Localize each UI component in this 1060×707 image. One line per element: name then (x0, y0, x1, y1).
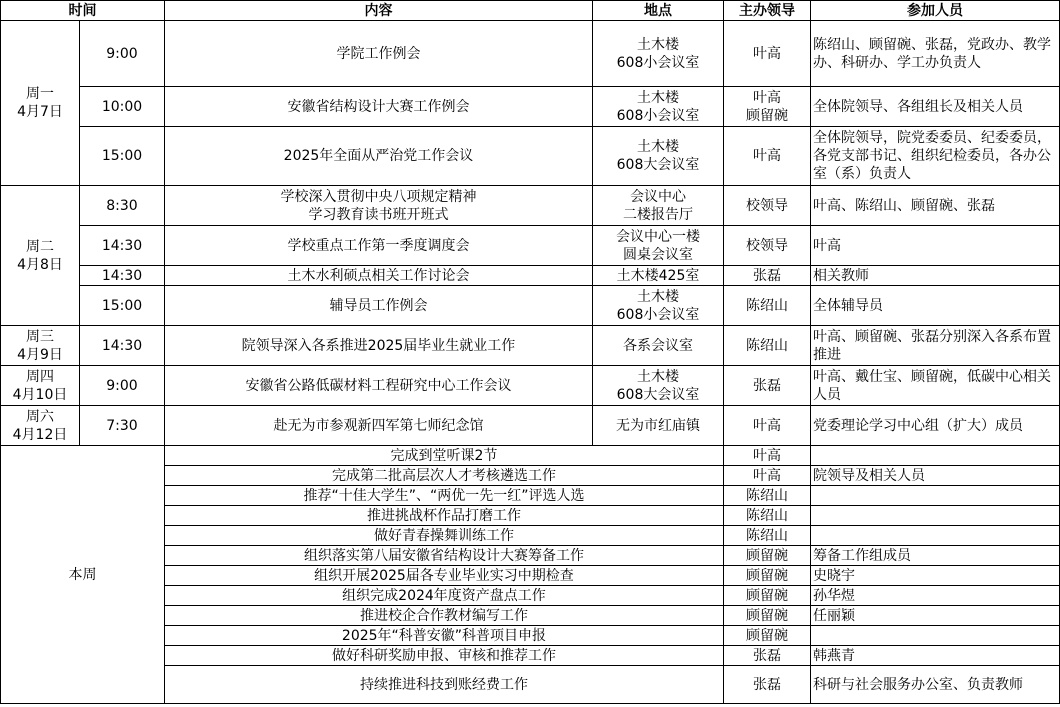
event-attendees: 全体辅导员 (811, 286, 1060, 326)
day-label: 周二 4月8日 (1, 186, 80, 326)
event-leader: 陈绍山 (724, 326, 811, 366)
event-time: 7:30 (80, 406, 165, 446)
header-time: 时间 (1, 1, 165, 21)
task-content: 完成到堂听课2节 (165, 446, 724, 466)
task-leader: 顾留碗 (724, 546, 811, 566)
event-content: 土木水利硕点相关工作讨论会 (165, 266, 593, 286)
task-content: 做好科研奖励申报、审核和推荐工作 (165, 646, 724, 666)
task-content: 组织开展2025届各专业毕业实习中期检查 (165, 566, 724, 586)
event-content: 2025年全面从严治党工作会议 (165, 127, 593, 186)
task-attendees: 任丽颖 (811, 606, 1060, 626)
event-attendees: 全体院领导，院党委委员、纪委委员，各党支部书记、组织纪检委员，各办公室（系）负责人 (811, 127, 1060, 186)
day-label: 周四 4月10日 (1, 366, 80, 406)
task-attendees (811, 626, 1060, 646)
task-attendees (811, 506, 1060, 526)
task-content: 推进校企合作教材编写工作 (165, 606, 724, 626)
event-content: 学校重点工作第一季度调度会 (165, 226, 593, 266)
task-leader: 张磊 (724, 666, 811, 704)
task-leader: 叶高 (724, 466, 811, 486)
event-attendees: 叶高、顾留碗、张磊分别深入各系布置推进 (811, 326, 1060, 366)
task-content: 做好青春操舞训练工作 (165, 526, 724, 546)
table-row (1, 446, 1060, 466)
task-content: 推进挑战杯作品打磨工作 (165, 506, 724, 526)
table-row (1, 266, 1060, 286)
task-attendees (811, 526, 1060, 546)
task-leader: 顾留碗 (724, 626, 811, 646)
table-row (1, 226, 1060, 266)
event-attendees: 叶高 (811, 226, 1060, 266)
event-content: 院领导深入各系推进2025届毕业生就业工作 (165, 326, 593, 366)
event-location: 土木楼 608大会议室 (593, 127, 724, 186)
task-attendees: 科研与社会服务办公室、负责教师 (811, 666, 1060, 704)
event-content: 安徽省结构设计大赛工作例会 (165, 87, 593, 127)
event-location: 土木楼425室 (593, 266, 724, 286)
event-content: 赴无为市参观新四军第七师纪念馆 (165, 406, 593, 446)
event-content: 安徽省公路低碳材料工程研究中心工作会议 (165, 366, 593, 406)
week-label: 本周 (1, 446, 165, 704)
day-label: 周三 4月9日 (1, 326, 80, 366)
header-attendees: 参加人员 (811, 1, 1060, 21)
task-content: 2025年“科普安徽”科普项目申报 (165, 626, 724, 646)
table-row (1, 87, 1060, 127)
task-content: 推荐“十佳大学生”、“两优一先一红”评选人选 (165, 486, 724, 506)
event-location: 会议中心 二楼报告厅 (593, 186, 724, 226)
task-leader: 顾留碗 (724, 606, 811, 626)
task-leader: 张磊 (724, 646, 811, 666)
task-leader: 顾留碗 (724, 566, 811, 586)
task-content: 组织落实第八届安徽省结构设计大赛筹备工作 (165, 546, 724, 566)
event-attendees: 相关教师 (811, 266, 1060, 286)
event-attendees: 叶高、陈绍山、顾留碗、张磊 (811, 186, 1060, 226)
event-leader: 叶高 (724, 127, 811, 186)
event-time: 15:00 (80, 286, 165, 326)
event-leader: 校领导 (724, 186, 811, 226)
table-row (1, 286, 1060, 326)
table-row (1, 326, 1060, 366)
event-attendees: 全体院领导、各组组长及相关人员 (811, 87, 1060, 127)
task-attendees: 筹备工作组成员 (811, 546, 1060, 566)
event-location: 土木楼 608小会议室 (593, 21, 724, 87)
task-content: 持续推进科技到账经费工作 (165, 666, 724, 704)
event-attendees: 党委理论学习中心组（扩大）成员 (811, 406, 1060, 446)
table-row (1, 186, 1060, 226)
day-label: 周六 4月12日 (1, 406, 80, 446)
task-attendees: 韩燕青 (811, 646, 1060, 666)
event-leader: 陈绍山 (724, 286, 811, 326)
event-content: 学校深入贯彻中央八项规定精神 学习教育读书班开班式 (165, 186, 593, 226)
header-leader: 主办领导 (724, 1, 811, 21)
table-row (1, 127, 1060, 186)
event-time: 9:00 (80, 21, 165, 87)
event-location: 会议中心一楼 圆桌会议室 (593, 226, 724, 266)
event-leader: 叶高 (724, 21, 811, 87)
event-attendees: 陈绍山、顾留碗、张磊，党政办、教学办、科研办、学工办负责人 (811, 21, 1060, 87)
event-leader: 校领导 (724, 226, 811, 266)
task-leader: 陈绍山 (724, 526, 811, 546)
header-content: 内容 (165, 1, 593, 21)
event-time: 9:00 (80, 366, 165, 406)
event-leader: 叶高 顾留碗 (724, 87, 811, 127)
event-content: 学院工作例会 (165, 21, 593, 87)
table-row (1, 21, 1060, 87)
event-location: 土木楼 608小会议室 (593, 286, 724, 326)
task-attendees: 史晓宇 (811, 566, 1060, 586)
event-location: 土木楼 608小会议室 (593, 87, 724, 127)
event-time: 10:00 (80, 87, 165, 127)
header-row (1, 1, 1060, 21)
task-attendees: 孙华煜 (811, 586, 1060, 606)
header-location: 地点 (593, 1, 724, 21)
task-leader: 陈绍山 (724, 506, 811, 526)
event-time: 14:30 (80, 266, 165, 286)
event-time: 15:00 (80, 127, 165, 186)
event-time: 14:30 (80, 226, 165, 266)
task-attendees (811, 446, 1060, 466)
task-attendees (811, 486, 1060, 506)
task-leader: 顾留碗 (724, 586, 811, 606)
task-attendees: 院领导及相关人员 (811, 466, 1060, 486)
event-location: 土木楼 608大会议室 (593, 366, 724, 406)
event-location: 各系会议室 (593, 326, 724, 366)
event-time: 14:30 (80, 326, 165, 366)
event-content: 辅导员工作例会 (165, 286, 593, 326)
event-time: 8:30 (80, 186, 165, 226)
event-location: 无为市红庙镇 (593, 406, 724, 446)
task-content: 完成第二批高层次人才考核遴选工作 (165, 466, 724, 486)
event-leader: 张磊 (724, 266, 811, 286)
table-row (1, 366, 1060, 406)
task-leader: 陈绍山 (724, 486, 811, 506)
task-leader: 叶高 (724, 446, 811, 466)
event-leader: 叶高 (724, 406, 811, 446)
event-attendees: 叶高、戴仕宝、顾留碗，低碳中心相关人员 (811, 366, 1060, 406)
task-content: 组织完成2024年度资产盘点工作 (165, 586, 724, 606)
day-label: 周一 4月7日 (1, 21, 80, 186)
table-row (1, 406, 1060, 446)
event-leader: 张磊 (724, 366, 811, 406)
